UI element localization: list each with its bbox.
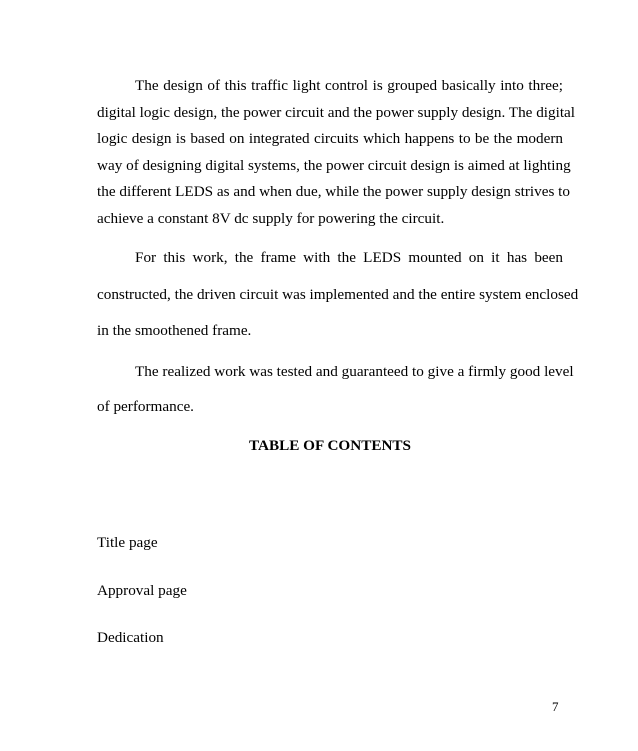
toc-item-dedication: Dedication [97, 629, 164, 646]
abstract-paragraph-1 [97, 73, 576, 232]
page-number: 7 [552, 699, 559, 714]
text-line: The design of this traffic light control is grouped basically into three; [135, 77, 563, 94]
abstract-paragraph-2 [97, 240, 579, 350]
text-line: digital logic design, the power circuit and the power supply design. The digital [97, 103, 576, 121]
abstract-paragraph-3 [97, 354, 574, 424]
text-line: The realized work was tested and guaranteed to give a firmly good level [135, 363, 574, 380]
text-line: the different LEDS as and when due, while the power supply design strives to [97, 183, 570, 200]
toc-item-title-page: Title page [97, 534, 158, 551]
text-line: achieve a constant 8V dc supply for powering the circuit. [97, 209, 445, 227]
text-line: in the smoothened frame. [97, 322, 252, 339]
toc-heading: TABLE OF CONTENTS [248, 437, 412, 454]
text-line: constructed, the driven circuit was implemented and the entire system enclosed [97, 285, 579, 303]
toc-item-approval-page: Approval page [97, 582, 187, 599]
text-line: logic design is based on integrated circuits which happens to be the modern [97, 130, 563, 147]
text-line: For this work, the frame with the LEDS mounted on it has been [135, 249, 563, 266]
text-line: of performance. [97, 398, 194, 415]
text-line: way of designing digital systems, the power circuit design is aimed at lighting [97, 156, 571, 174]
